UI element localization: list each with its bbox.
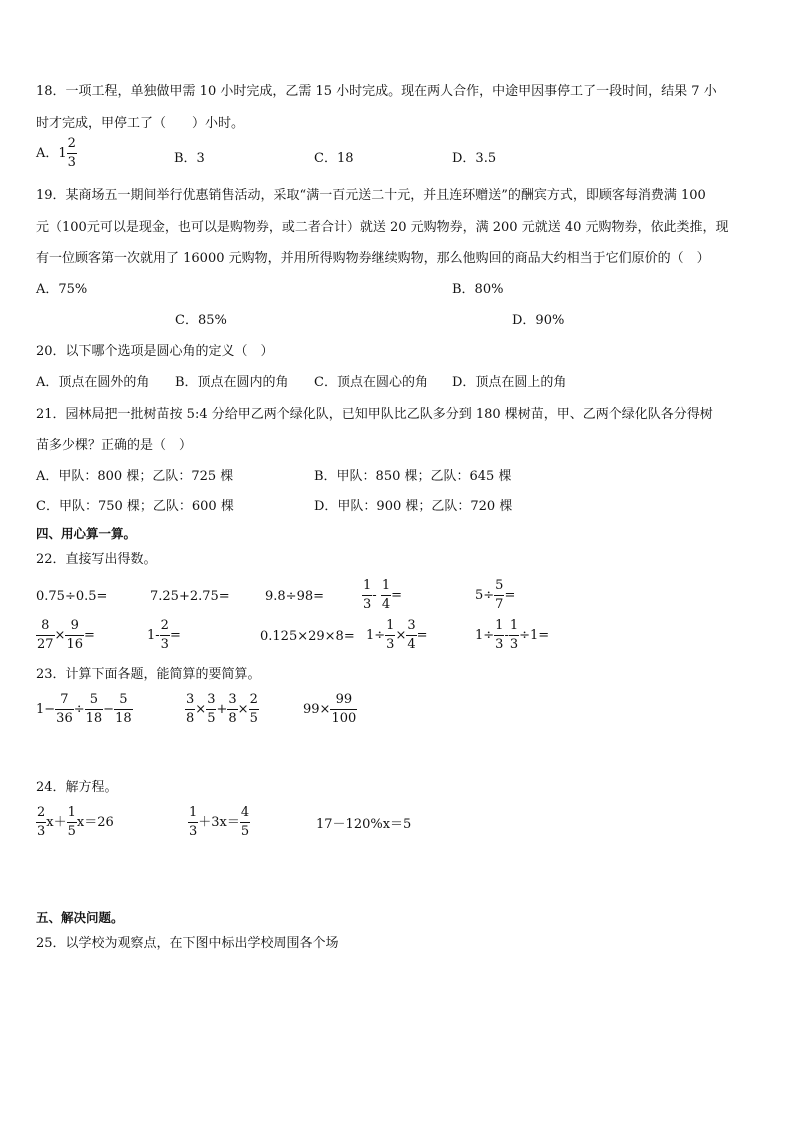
q22-expr-9: 1÷ $\frac{1}{3}$ × $\frac{3}{4}$ = xyxy=(366,618,428,652)
section-4-heading: 四、用心算一算。 xyxy=(36,526,137,541)
q22-expr-5: 5÷ $\frac{5}{7}$ = xyxy=(475,578,516,612)
q23-expr-1: 1− $\frac{7}{36}$ ÷ $\frac{5}{18}$ − $\frac{5}{18}$ xyxy=(36,692,132,726)
q24-title: 24．解方程。 xyxy=(36,780,118,795)
q20-option-d: D．顶点在圆上的角 xyxy=(452,375,567,390)
q23-expr-2: $\frac{3}{8}$ × $\frac{3}{5}$ + $\frac{3}{8}$ × $\frac{2}{5}$ xyxy=(186,692,258,726)
q20-option-b: B．顶点在圆内的角 xyxy=(175,375,289,390)
q20-option-a: A．顶点在圆外的角 xyxy=(36,375,150,390)
q19-option-b: B．80% xyxy=(452,282,504,297)
q22-expr-1: 0.75÷0.5= xyxy=(36,589,108,604)
q19-option-a: A．75% xyxy=(36,282,88,297)
q24-equation-2: 1 3 ＋3x＝ 4 5 xyxy=(189,805,250,839)
q23-title: 23．计算下面各题，能简算的要简算。 xyxy=(36,667,261,682)
q22-expr-8: 0.125×29×8= xyxy=(260,629,355,644)
q19-line3: 有一位顾客第一次就用了 16000 元购物，并用所得购物券继续购物，那么他购回的商品大约相当于它们原价的（ ） xyxy=(36,251,710,266)
q22-expr-10: 1÷ $\frac{1}{3}$ - $\frac{1}{3}$ ÷1= xyxy=(475,618,550,652)
q21-option-a: A．甲队：800 棵；乙队：725 棵 xyxy=(36,469,234,484)
q19-option-c: C．85% xyxy=(175,313,227,328)
q22-title: 22．直接写出得数。 xyxy=(36,552,157,567)
q19-line2: 元（100元可以是现金，也可以是购物券，或二者合计）就送 20 元购物券，满 200 元就送 40 元购物券，依此类推，现 xyxy=(36,220,729,235)
q19-line1: 19．某商场五一期间举行优惠销售活动，采取“满一百元送二十元，并且连环赠送”的酬宾方式，即顾客每消费满 100 xyxy=(36,188,706,203)
q21-line2: 苗多少棵？正确的是（ ） xyxy=(36,438,193,453)
q22-expr-6: $\frac{8}{27}$ × $\frac{9}{16}$ = xyxy=(37,618,95,652)
q21-option-d: D．甲队：900 棵；乙队：720 棵 xyxy=(314,499,513,514)
q25-line1: 25．以学校为观察点，在下图中标出学校周围各个场 xyxy=(36,936,339,951)
q21-line1: 21．园林局把一批树苗按 5:4 分给甲乙两个绿化队，已知甲队比乙队多分到 180 棵树苗，甲、乙两个绿化队各分得树 xyxy=(36,407,713,422)
q21-option-c: C．甲队：750 棵；乙队：600 棵 xyxy=(36,499,234,514)
q24-equation-3: 17－120%x＝5 xyxy=(316,817,412,832)
q21-option-b: B．甲队：850 棵；乙队：645 棵 xyxy=(314,469,512,484)
q24-equation-1: 2 3 x＋ 1 5 x＝26 xyxy=(37,805,114,839)
q18-option-d: D．3.5 xyxy=(452,151,497,166)
q22-expr-3: 9.8÷98= xyxy=(265,589,325,604)
q23-expr-3: 99× $\frac{99}{100}$ xyxy=(303,692,357,726)
q18-option-c: C．18 xyxy=(314,151,354,166)
q22-expr-4: 1 3 - $\frac{1}{4}$ = xyxy=(363,578,403,612)
section-5-heading: 五、解决问题。 xyxy=(36,910,124,925)
q19-option-d: D．90% xyxy=(512,313,565,328)
q18-line1: 18．一项工程，单独做甲需 10 小时完成，乙需 15 小时完成。现在两人合作，中途甲因事停工了一段时间，结果 7 小 xyxy=(36,84,717,99)
q22-expr-2: 7.25+2.75= xyxy=(150,589,230,604)
q18-line2: 时才完成，甲停工了（ ）小时。 xyxy=(36,116,245,131)
q22-expr-7: 1- $\frac{2}{3}$ = xyxy=(147,618,181,652)
q18-option-a: A．1 2 3 xyxy=(36,136,76,170)
q20-option-c: C．顶点在圆心的角 xyxy=(314,375,428,390)
q18-option-b: B．3 xyxy=(174,151,205,166)
q20-line1: 20．以下哪个选项是圆心角的定义（ ） xyxy=(36,344,274,359)
